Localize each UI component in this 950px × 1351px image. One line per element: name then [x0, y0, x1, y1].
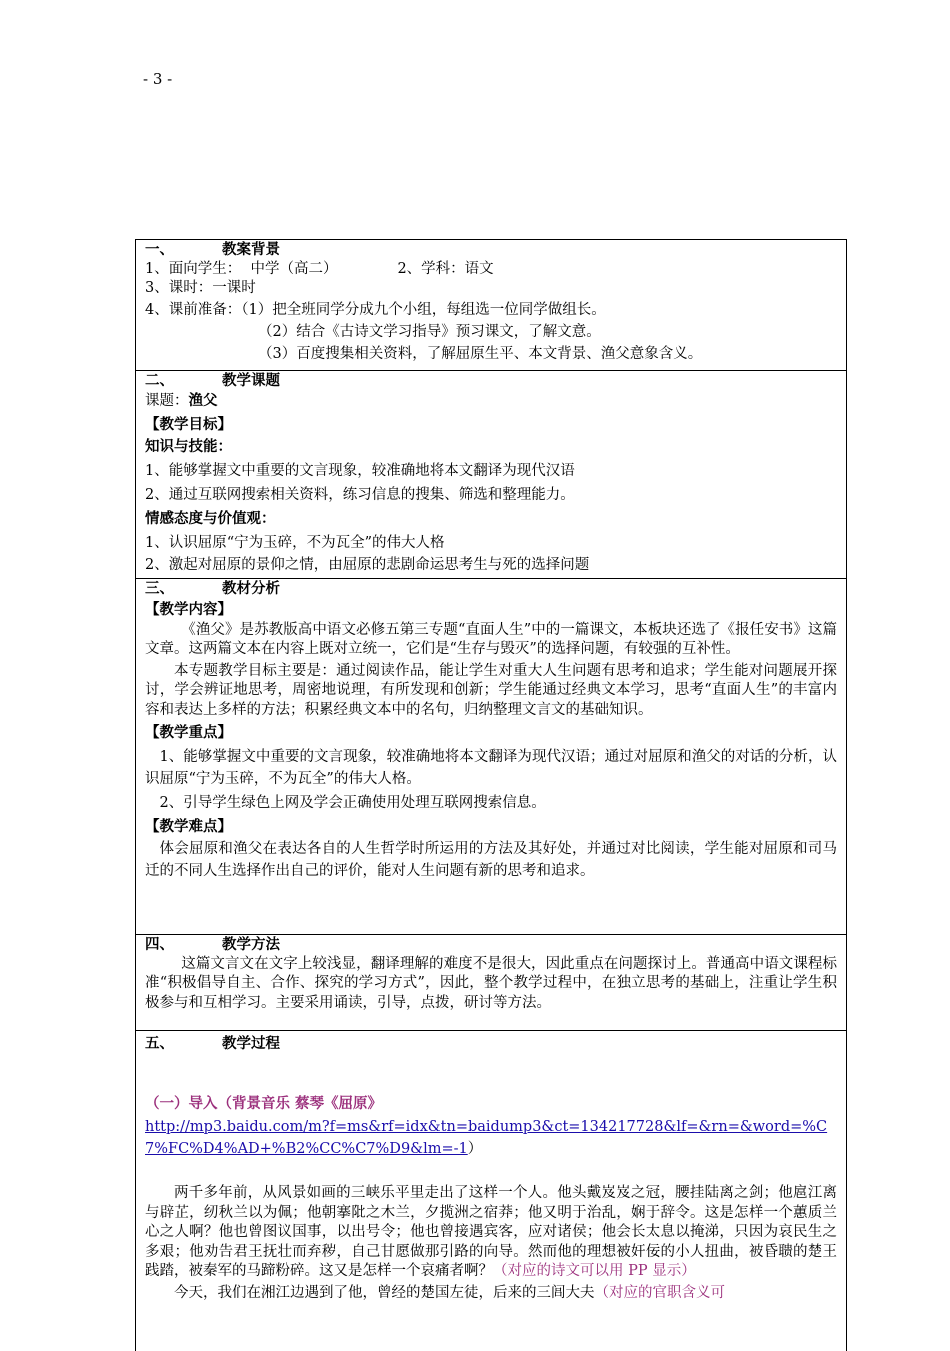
key-point: 2、引导学生绿色上网及学会正确使用处理互联网搜索信息。	[159, 795, 546, 811]
prep-line-2: （2）结合《古诗文学习指导》预习课文，了解文意。	[258, 323, 601, 340]
intro-text: 两千多年前，从风景如画的三峡乐平里走出了这样一个人。他头戴岌岌之冠，腰挂陆离之剑；他扈江离与辟芷，纫秋兰以为佩；他朝搴阰之木兰，夕揽洲之宿莽；他又明于治乱，娴于辞令。这是怎样一个蕙质兰心之人啊？他也曾图议国事，以出号令；他也曾接遇宾客，应对诸侯；他会长太息以掩涕，只因为哀民生之多艰；他劝告君王抚壮而弃秽，自己甘愿做那引路的向导。然而他的理想被奸佞的小人扭曲，被昏聩的楚王践踏，被秦军的马蹄粉碎。这又是怎样一个哀痛者啊？	[145, 1185, 837, 1279]
page-number: - 3 -	[143, 70, 173, 88]
title-note: （对应的官职含义可	[594, 1284, 725, 1301]
section-method	[135, 935, 847, 1031]
section-heading	[145, 579, 837, 599]
topic-title: 渔父	[188, 391, 218, 409]
content-paragraph: 《渔父》是苏教版高中语文必修五第三专题“直面人生”中的一篇课文，本板块还选了《报任安书》这篇文章。这两篇文本在内容上既对立统一，它们是“生存与毁灭”的选择问题，有较强的互补性。	[145, 621, 837, 657]
section-heading	[145, 240, 837, 260]
section-heading	[145, 1034, 837, 1054]
content-heading: 【教学内容】	[145, 600, 232, 618]
section-process	[135, 1031, 847, 1351]
section-number: 二、	[145, 372, 174, 389]
attitude-item: 2、激起对屈原的景仰之情，由屈原的悲剧命运思考生与死的选择问题	[145, 557, 590, 573]
attitude-heading: 情感态度与价值观：	[145, 510, 276, 527]
section-title: 教学过程	[222, 1035, 280, 1052]
section-number: 四、	[145, 936, 174, 953]
intro-heading: （一）导入（背景音乐 蔡琴《屈原》	[145, 1094, 383, 1112]
content-paragraph: 本专题教学目标主要是：通过阅读作品，能让学生对重大人生问题有思考和追求；学生能对问题展开探讨，学会辨证地思考，周密地说理，有所发现和创新；学生能通过经典文本学习，思考“直面人生”的丰富内容和表达上多样的方法；积累经典文本中的名句，归纳整理文言文的基础知识。	[145, 662, 837, 718]
knowledge-item: 2、通过互联网搜索相关资料，练习信息的搜集、筛选和整理能力。	[145, 487, 575, 503]
section-number: 五、	[145, 1035, 174, 1052]
section-number: 三、	[145, 580, 174, 597]
periods-line: 3、课时：一课时	[145, 280, 256, 296]
section-heading	[145, 935, 837, 955]
method-paragraph: 这篇文言文在文字上较浅显，翻译理解的难度不是很大，因此重点在问题探讨上。普通高中语文课程标准“积极倡导自主、合作、探究的学习方式”，因此，整个教学过程中，在独立思考的基础上，注重让学生积极参与和互相学习。主要采用诵读，引导，点拨，研讨等方法。	[145, 955, 837, 1011]
knowledge-heading: 知识与技能：	[145, 438, 232, 455]
section-background	[135, 240, 847, 371]
knowledge-item: 1、能够掌握文中重要的文言现象，较准确地将本文翻译为现代汉语	[145, 463, 575, 479]
goals-heading: 【教学目标】	[145, 416, 232, 433]
link-close-paren: ）	[467, 1141, 483, 1157]
intro-text: 今天，我们在湘江边遇到了他，曾经的楚国左徒，后来的三闾大夫	[174, 1284, 595, 1301]
subject: 2、学科：语文	[397, 260, 494, 277]
music-link-line	[145, 1116, 837, 1160]
lesson-plan-table	[135, 239, 847, 1351]
section-title: 教材分析	[222, 580, 280, 597]
key-points-heading: 【教学重点】	[145, 724, 232, 741]
difficulties-heading: 【教学难点】	[145, 818, 232, 835]
prep-line-1: 4、课前准备：（1）把全班同学分成九个小组，每组选一位同学做组长。	[145, 301, 606, 318]
section-title: 教案背景	[222, 241, 280, 258]
topic-label: 课题：	[145, 392, 189, 409]
audience: 1、面向学生： 中学（高二）	[145, 260, 338, 277]
intro-paragraph	[145, 1184, 837, 1282]
audience-line	[145, 260, 837, 280]
intro-paragraph	[145, 1282, 837, 1304]
section-topic	[135, 371, 847, 579]
ppt-note: （对应的诗文可以用 PP 显示）	[493, 1263, 696, 1279]
section-title: 教学方法	[222, 936, 280, 953]
attitude-item: 1、认识屈原“宁为玉碎，不为瓦全”的伟大人格	[145, 535, 445, 551]
music-link[interactable]: http://mp3.baidu.com/m?f=ms&rf=idx&tn=baidump3&ct=134217728&lf=&rn=&word=%C7%FC%D4%AD+%B2%CC%C7%D9&lm=-1	[145, 1119, 828, 1157]
difficulties-paragraph: 体会屈原和渔父在表达各自的人生哲学时所运用的方法及其好处，并通过对比阅读，学生能对屈原和司马迁的不同人生选择作出自己的评价，能对人生问题有新的思考和追求。	[145, 841, 837, 879]
section-number: 一、	[145, 241, 174, 258]
topic-line	[145, 391, 837, 412]
section-analysis	[135, 579, 847, 935]
section-title: 教学课题	[222, 372, 280, 389]
section-heading	[145, 371, 837, 391]
key-point: 1、能够掌握文中重要的文言现象，较准确地将本文翻译为现代汉语；通过对屈原和渔父的对话的分析，认识屈原“宁为玉碎，不为瓦全”的伟大人格。	[145, 749, 837, 787]
prep-line-3: （3）百度搜集相关资料，了解屈原生平、本文背景、渔父意象含义。	[258, 345, 703, 362]
